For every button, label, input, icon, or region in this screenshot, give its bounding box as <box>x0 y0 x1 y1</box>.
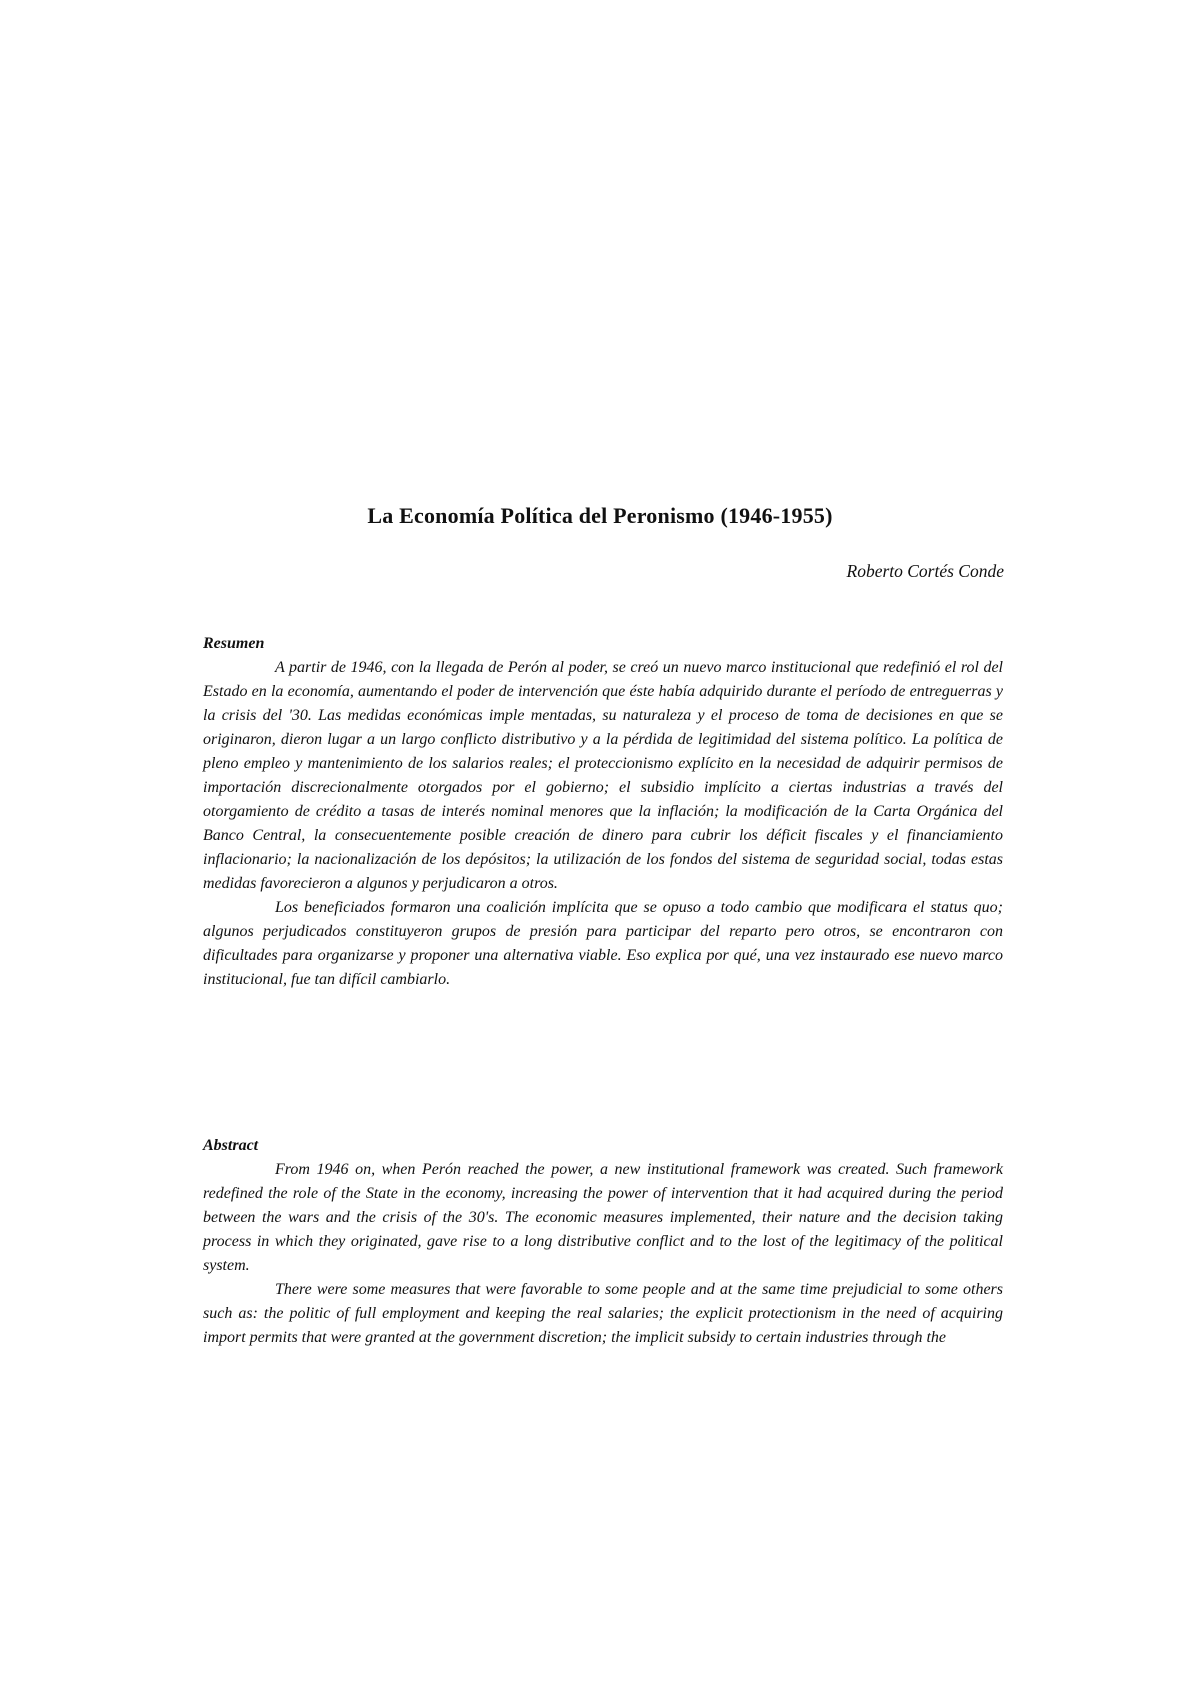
abstract-paragraph-1: From 1946 on, when Perón reached the power, a new institutional framework was created. Such framework redefined the role of the State in the economy, increasing the power of intervention that it had acquired during the period between the wars and the crisis of the 30's. The economic measures implemented, their nature and the decision taking process in which they originated, gave rise to a long distributive conflict and to the lost of the legitimacy of the political system. <box>203 1161 1003 1274</box>
resumen-section <box>203 632 1003 992</box>
paper-title: La Economía Política del Peronismo (1946-1955) <box>367 503 833 528</box>
resumen-paragraph-1: A partir de 1946, con la llegada de Perón al poder, se creó un nuevo marco institucional que redefinió el rol del Estado en la economía, aumentando el poder de intervención que éste había adquirido durante el período de entreguerras y la crisis del '30. Las medidas económicas imple mentadas, su naturaleza y el proceso de toma de decisiones en que se originaron, dieron lugar a un largo conflicto distributivo y a la pérdida de legitimidad del sistema político. La política de pleno empleo y mantenimiento de los salarios reales; el proteccionismo explícito en la necesidad de adquirir permisos de importación discrecionalmente otorgados por el gobierno; el subsidio implícito a ciertas industrias a través del otorgamiento de crédito a tasas de interés nominal menores que la inflación; la modificación de la Carta Orgánica del Banco Central, la consecuentemente posible creación de dinero para cubrir los déficit fiscales y el financiamiento inflacionario; la nacionalización de los depósitos; la utilización de los fondos del sistema de seguridad social, todas estas medidas favorecieron a algunos y perjudicaron a otros. <box>203 659 1003 892</box>
abstract-paragraph-2: There were some measures that were favorable to some people and at the same time prejudicial to some others such as: the politic of full employment and keeping the real salaries; the explicit protectionism in the need of acquiring import permits that were granted at the government discretion; the implicit subsidy to certain industries through the <box>203 1281 1003 1346</box>
resumen-heading: Resumen <box>203 635 265 652</box>
resumen-paragraph-2: Los beneficiados formaron una coalición implícita que se opuso a todo cambio que modificara el status quo; algunos perjudicados constituyeron grupos de presión para participar del reparto pero otros, se encontraron con dificultades para organizarse y proponer una alternativa viable. Eso explica por qué, una vez instaurado ese nuevo marco institucional, fue tan difícil cambiarlo. <box>203 899 1003 988</box>
author-name: Roberto Cortés Conde <box>846 561 1004 581</box>
abstract-section <box>203 1134 1003 1350</box>
abstract-heading: Abstract <box>203 1137 259 1154</box>
